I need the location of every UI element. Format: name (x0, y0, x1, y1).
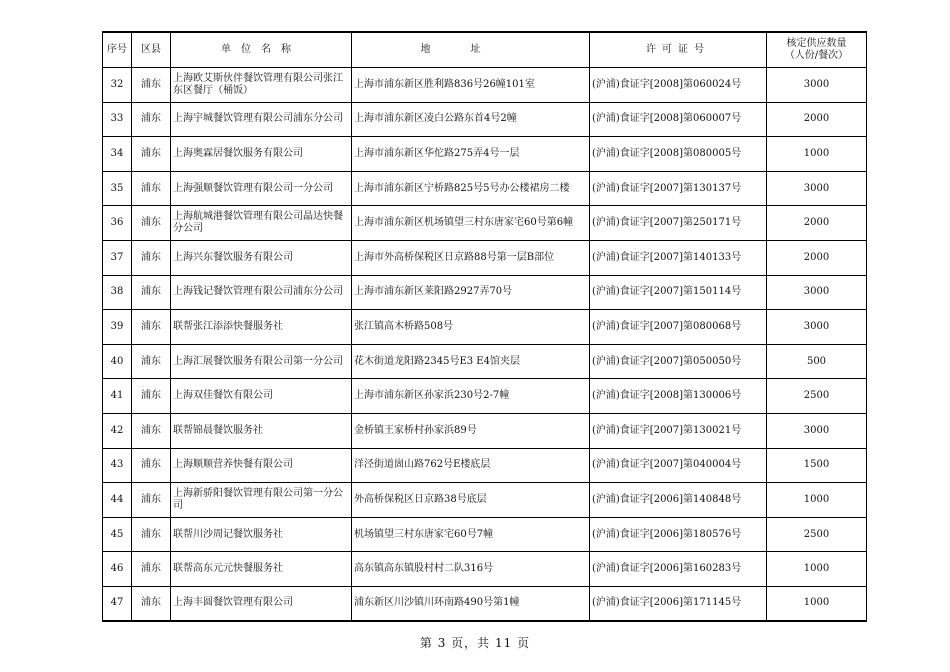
cell-capacity: 2500 (767, 517, 867, 552)
cell-capacity: 3000 (767, 310, 867, 345)
table-row (103, 68, 867, 103)
table-row (103, 102, 867, 137)
cell-district: 浦东 (132, 413, 171, 448)
cell-name: 联帮川沙周记餐饮服务社 (171, 517, 352, 552)
cell-district: 浦东 (132, 344, 171, 379)
cell-no: 39 (103, 310, 132, 345)
cell-name: 上海航城港餐饮管理有限公司晶达快餐分公司 (171, 206, 352, 241)
cell-address: 外高桥保税区日京路38号底层 (352, 483, 590, 518)
cell-address: 花木街道龙阳路2345号E3 E4馆夹层 (352, 344, 590, 379)
header-name: 单位名称 (171, 32, 352, 68)
cell-name: 联帮锦晨餐饮服务社 (171, 413, 352, 448)
cell-name: 上海宇城餐饮管理有限公司浦东分公司 (171, 102, 352, 137)
table-row (103, 379, 867, 414)
cell-capacity: 1000 (767, 137, 867, 172)
cell-license: (沪浦)食证字[2007]第130021号 (590, 413, 767, 448)
cell-no: 35 (103, 171, 132, 206)
cell-address: 高东镇高东镇股村村二队316号 (352, 552, 590, 587)
cell-district: 浦东 (132, 586, 171, 621)
cell-name: 联帮张江添添快餐服务社 (171, 310, 352, 345)
cell-address: 上海市浦东新区机场镇望三村东唐家宅60号第6幢 (352, 206, 590, 241)
table-row (103, 171, 867, 206)
cell-capacity: 3000 (767, 171, 867, 206)
cell-capacity: 1000 (767, 552, 867, 587)
cell-district: 浦东 (132, 310, 171, 345)
cell-name: 联帮高东元元快餐服务社 (171, 552, 352, 587)
cell-name: 上海丰圆餐饮管理有限公司 (171, 586, 352, 621)
table-header (103, 32, 867, 68)
table-row (103, 517, 867, 552)
cell-no: 33 (103, 102, 132, 137)
cell-capacity: 2000 (767, 206, 867, 241)
cell-no: 43 (103, 448, 132, 483)
header-license: 许可证号 (590, 32, 767, 68)
cell-capacity: 2000 (767, 240, 867, 275)
cell-address: 上海市浦东新区华佗路275弄4号一层 (352, 137, 590, 172)
header-district: 区县 (132, 32, 171, 68)
cell-license: (沪浦)食证字[2008]第060007号 (590, 102, 767, 137)
cell-address: 张江镇高木桥路508号 (352, 310, 590, 345)
cell-no: 32 (103, 68, 132, 103)
cell-district: 浦东 (132, 275, 171, 310)
cell-no: 37 (103, 240, 132, 275)
table-row (103, 206, 867, 241)
cell-no: 40 (103, 344, 132, 379)
cell-address: 浦东新区川沙镇川环南路490号第1幢 (352, 586, 590, 621)
table-body (103, 68, 867, 622)
cell-no: 38 (103, 275, 132, 310)
cell-address: 上海市浦东新区莱阳路2927弄70号 (352, 275, 590, 310)
header-capacity-line2: （人份/餐次） (784, 50, 849, 61)
cell-address: 机场镇望三村东唐家宅60号7幢 (352, 517, 590, 552)
cell-district: 浦东 (132, 206, 171, 241)
cell-name: 上海顺顺营养快餐有限公司 (171, 448, 352, 483)
cell-license: (沪浦)食证字[2008]第080005号 (590, 137, 767, 172)
cell-name: 上海奥霖居餐饮服务有限公司 (171, 137, 352, 172)
cell-district: 浦东 (132, 552, 171, 587)
cell-address: 上海市浦东新区凌白公路东首4号2幢 (352, 102, 590, 137)
cell-no: 46 (103, 552, 132, 587)
table-row (103, 586, 867, 621)
header-no: 序号 (103, 32, 132, 68)
cell-address: 上海市浦东新区宁桥路825号5号办公楼裙房二楼 (352, 171, 590, 206)
cell-license: (沪浦)食证字[2006]第180576号 (590, 517, 767, 552)
cell-license: (沪浦)食证字[2008]第060024号 (590, 68, 767, 103)
cell-district: 浦东 (132, 137, 171, 172)
table-row (103, 275, 867, 310)
cell-name: 上海钱记餐饮管理有限公司浦东分公司 (171, 275, 352, 310)
cell-capacity: 2000 (767, 102, 867, 137)
cell-capacity: 3000 (767, 68, 867, 103)
cell-license: (沪浦)食证字[2007]第130137号 (590, 171, 767, 206)
cell-address: 金桥镇王家桥村孙家浜89号 (352, 413, 590, 448)
cell-no: 41 (103, 379, 132, 414)
cell-address: 上海市浦东新区孙家浜230号2-7幢 (352, 379, 590, 414)
cell-license: (沪浦)食证字[2006]第140848号 (590, 483, 767, 518)
cell-no: 45 (103, 517, 132, 552)
cell-district: 浦东 (132, 102, 171, 137)
cell-license: (沪浦)食证字[2006]第171145号 (590, 586, 767, 621)
license-table (102, 31, 867, 622)
table-row (103, 240, 867, 275)
cell-name: 上海兴东餐饮服务有限公司 (171, 240, 352, 275)
page-footer: 第 3 页，共 11 页 (419, 636, 531, 650)
table-row (103, 552, 867, 587)
cell-address: 上海市外高桥保税区日京路88号第一层B部位 (352, 240, 590, 275)
cell-license: (沪浦)食证字[2007]第250171号 (590, 206, 767, 241)
cell-capacity: 1000 (767, 483, 867, 518)
header-capacity (767, 32, 867, 68)
cell-name: 上海双佳餐饮有限公司 (171, 379, 352, 414)
cell-district: 浦东 (132, 379, 171, 414)
cell-district: 浦东 (132, 448, 171, 483)
cell-name: 上海新骄阳餐饮管理有限公司第一分公司 (171, 483, 352, 518)
cell-capacity: 500 (767, 344, 867, 379)
cell-license: (沪浦)食证字[2007]第050050号 (590, 344, 767, 379)
cell-address: 洋泾街道崮山路762号E楼底层 (352, 448, 590, 483)
cell-capacity: 2500 (767, 379, 867, 414)
cell-license: (沪浦)食证字[2007]第150114号 (590, 275, 767, 310)
table-row (103, 448, 867, 483)
table-row (103, 310, 867, 345)
cell-license: (沪浦)食证字[2007]第140133号 (590, 240, 767, 275)
cell-district: 浦东 (132, 171, 171, 206)
table-row (103, 137, 867, 172)
cell-capacity: 3000 (767, 275, 867, 310)
header-capacity-line1: 核定供应数量 (786, 38, 847, 49)
cell-name: 上海强顺餐饮管理有限公司一分公司 (171, 171, 352, 206)
table-row (103, 413, 867, 448)
table-row (103, 344, 867, 379)
cell-capacity: 3000 (767, 413, 867, 448)
cell-district: 浦东 (132, 240, 171, 275)
cell-capacity: 1500 (767, 448, 867, 483)
cell-address: 上海市浦东新区胜利路836号26幢101室 (352, 68, 590, 103)
cell-no: 44 (103, 483, 132, 518)
cell-license: (沪浦)食证字[2008]第130006号 (590, 379, 767, 414)
cell-district: 浦东 (132, 483, 171, 518)
cell-capacity: 1000 (767, 586, 867, 621)
cell-license: (沪浦)食证字[2007]第080068号 (590, 310, 767, 345)
header-row (103, 32, 867, 68)
cell-district: 浦东 (132, 517, 171, 552)
cell-name: 上海汇展餐饮服务有限公司第一分公司 (171, 344, 352, 379)
cell-district: 浦东 (132, 68, 171, 103)
cell-no: 42 (103, 413, 132, 448)
cell-no: 47 (103, 586, 132, 621)
cell-license: (沪浦)食证字[2007]第040004号 (590, 448, 767, 483)
cell-license: (沪浦)食证字[2006]第160283号 (590, 552, 767, 587)
header-address: 地址 (352, 32, 590, 68)
table-row (103, 483, 867, 518)
cell-no: 36 (103, 206, 132, 241)
cell-name: 上海欧艾斯伙伴餐饮管理有限公司张江东区餐厅（桶饭） (171, 68, 352, 103)
cell-no: 34 (103, 137, 132, 172)
